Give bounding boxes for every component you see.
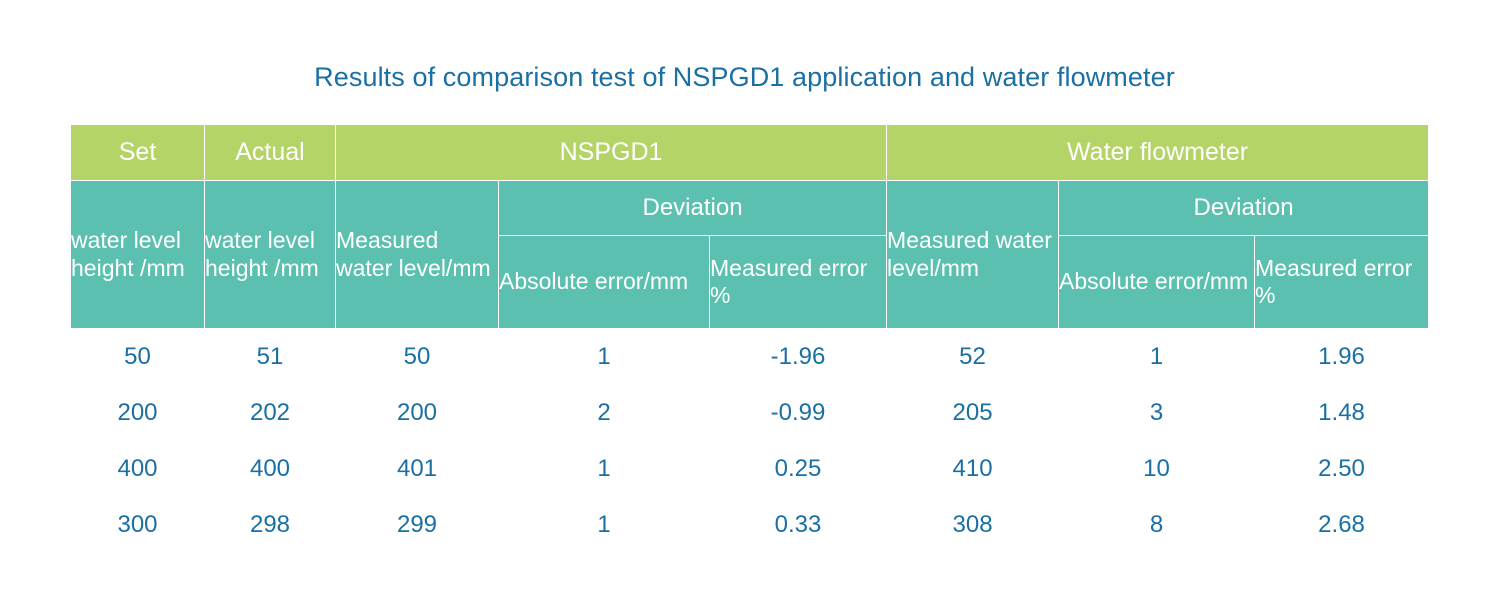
cell-nspgd1-measured: 200 bbox=[336, 385, 499, 441]
header-water-flowmeter: Water flowmeter bbox=[887, 125, 1429, 181]
table-row bbox=[71, 441, 1429, 497]
cell-nspgd1-measured-error: 0.33 bbox=[710, 497, 887, 553]
table-row bbox=[71, 385, 1429, 441]
subheader-flowmeter-absolute-error: Absolute error/mm bbox=[1059, 236, 1255, 329]
cell-flowmeter-abs-error: 10 bbox=[1059, 441, 1255, 497]
cell-actual: 51 bbox=[205, 329, 336, 385]
cell-nspgd1-measured-error: -1.96 bbox=[710, 329, 887, 385]
cell-flowmeter-measured: 410 bbox=[887, 441, 1059, 497]
subheader-nspgd1-measured-error: Measured error % bbox=[710, 236, 887, 329]
table-body bbox=[71, 329, 1429, 553]
header-nspgd1: NSPGD1 bbox=[336, 125, 887, 181]
subheader-flowmeter-measured-water-level: Measured water level/mm bbox=[887, 181, 1059, 329]
header-row-sub-1 bbox=[71, 181, 1429, 236]
table-row bbox=[71, 497, 1429, 553]
cell-flowmeter-abs-error: 1 bbox=[1059, 329, 1255, 385]
cell-flowmeter-abs-error: 8 bbox=[1059, 497, 1255, 553]
cell-nspgd1-abs-error: 2 bbox=[499, 385, 710, 441]
table-head bbox=[71, 125, 1429, 329]
cell-nspgd1-measured-error: 0.25 bbox=[710, 441, 887, 497]
subheader-flowmeter-measured-error: Measured error % bbox=[1255, 236, 1429, 329]
cell-flowmeter-measured-error: 2.50 bbox=[1255, 441, 1429, 497]
cell-nspgd1-measured: 50 bbox=[336, 329, 499, 385]
header-actual: Actual bbox=[205, 125, 336, 181]
cell-nspgd1-measured-error: -0.99 bbox=[710, 385, 887, 441]
header-set: Set bbox=[71, 125, 205, 181]
cell-actual: 202 bbox=[205, 385, 336, 441]
cell-flowmeter-measured-error: 2.68 bbox=[1255, 497, 1429, 553]
subheader-nspgd1-deviation: Deviation bbox=[499, 181, 887, 236]
page-title: Results of comparison test of NSPGD1 application and water flowmeter bbox=[314, 62, 1175, 92]
cell-actual: 298 bbox=[205, 497, 336, 553]
header-row-groups bbox=[71, 125, 1429, 181]
cell-set: 50 bbox=[71, 329, 205, 385]
comparison-results-table bbox=[70, 124, 1429, 553]
cell-actual: 400 bbox=[205, 441, 336, 497]
cell-flowmeter-measured: 52 bbox=[887, 329, 1059, 385]
cell-nspgd1-measured: 299 bbox=[336, 497, 499, 553]
cell-flowmeter-measured: 205 bbox=[887, 385, 1059, 441]
subheader-flowmeter-deviation: Deviation bbox=[1059, 181, 1429, 236]
subheader-actual-water-level: water level height /mm bbox=[205, 181, 336, 329]
subheader-nspgd1-measured-water-level: Measured water level/mm bbox=[336, 181, 499, 329]
cell-flowmeter-measured: 308 bbox=[887, 497, 1059, 553]
cell-nspgd1-measured: 401 bbox=[336, 441, 499, 497]
table-row bbox=[71, 329, 1429, 385]
subheader-nspgd1-absolute-error: Absolute error/mm bbox=[499, 236, 710, 329]
cell-nspgd1-abs-error: 1 bbox=[499, 441, 710, 497]
cell-nspgd1-abs-error: 1 bbox=[499, 497, 710, 553]
cell-flowmeter-measured-error: 1.96 bbox=[1255, 329, 1429, 385]
cell-flowmeter-measured-error: 1.48 bbox=[1255, 385, 1429, 441]
cell-nspgd1-abs-error: 1 bbox=[499, 329, 710, 385]
cell-set: 400 bbox=[71, 441, 205, 497]
cell-flowmeter-abs-error: 3 bbox=[1059, 385, 1255, 441]
subheader-set-water-level: water level height /mm bbox=[71, 181, 205, 329]
cell-set: 200 bbox=[71, 385, 205, 441]
cell-set: 300 bbox=[71, 497, 205, 553]
